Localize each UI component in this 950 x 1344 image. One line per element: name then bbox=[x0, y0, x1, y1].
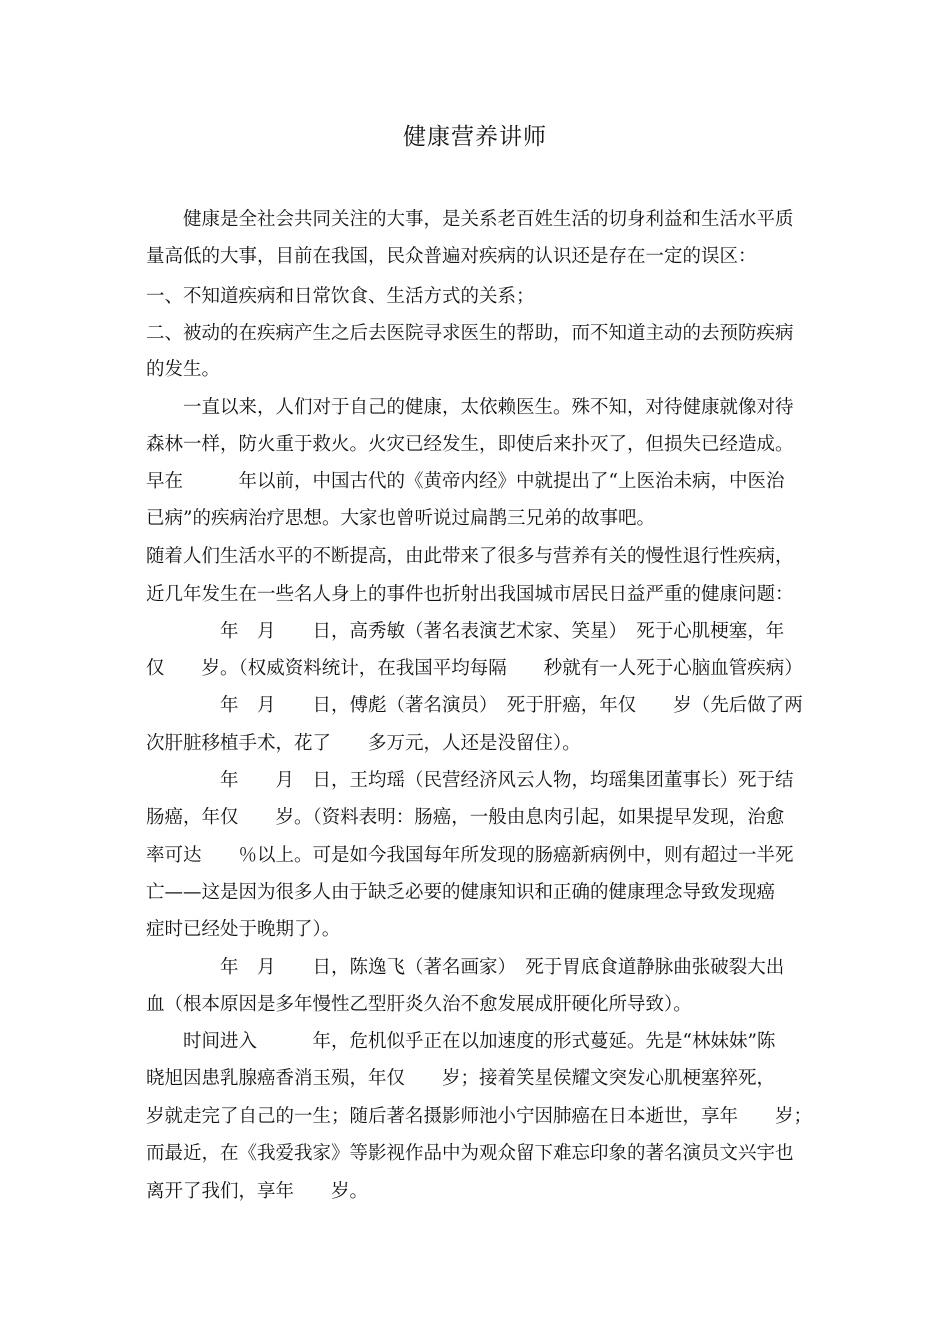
body-line: 而最近，在《我爱我家》等影视作品中为观众留下难忘印象的著名演员文兴宇也 bbox=[146, 1143, 794, 1164]
body-line: 已病”的疾病治疗思想。大家也曾听说过扁鹊三兄弟的故事吧。 bbox=[146, 508, 655, 529]
body-line: 年 月 日，高秀敏（著名表演艺术家、笑星） 死于心肌梗塞，年 bbox=[146, 621, 785, 642]
body-line: 早在 年以前，中国古代的《黄帝内经》中就提出了“上医治未病，中医治 bbox=[146, 471, 785, 492]
document-title: 健康营养讲师 bbox=[403, 124, 547, 150]
body-line: 晓旭因患乳腺癌香消玉殒，年仅 岁；接着笑星侯耀文突发心肌梗塞猝死， bbox=[146, 1068, 776, 1089]
body-line: 症时已经处于晚期了）。 bbox=[146, 919, 341, 940]
body-line: 近几年发生在一些名人身上的事件也折射出我国城市居民日益严重的健康问题： bbox=[146, 584, 794, 605]
body-line: 二、被动的在疾病产生之后去医院寻求医生的帮助，而不知道主动的去预防疾病 bbox=[146, 323, 794, 344]
body-line: 年 月 日，傅彪（著名演员） 死于肝癌，年仅 岁（先后做了两 bbox=[146, 695, 803, 716]
body-line: 森林一样，防火重于救火。火灾已经发生，即使后来扑灭了，但损失已经造成。 bbox=[146, 434, 794, 455]
body-line: 亡——这是因为很多人由于缺乏必要的健康知识和正确的健康理念导致发现癌 bbox=[146, 882, 776, 903]
body-line: 量高低的大事，目前在我国，民众普遍对疾病的认识还是存在一定的误区： bbox=[146, 246, 757, 267]
body-line: 肠癌，年仅 岁。（资料表明：肠癌，一般由息肉引起，如果提早发现，治愈 bbox=[146, 807, 785, 828]
body-line: 年 月 日，王均瑶（民营经济风云人物，均瑶集团董事长）死于结 bbox=[146, 770, 794, 791]
body-line: 离开了我们，享年 岁。 bbox=[146, 1181, 369, 1202]
body-line: 血（根本原因是多年慢性乙型肝炎久治不愈发展成肝硬化所导致）。 bbox=[146, 994, 692, 1015]
body-line: 一直以来，人们对于自己的健康，太依赖医生。殊不知，对待健康就像对待 bbox=[146, 397, 794, 418]
body-line: 一、不知道疾病和日常饮食、生活方式的关系； bbox=[146, 286, 535, 307]
body-line: 年 月 日，陈逸飞（著名画家） 死于胃底食道静脉曲张破裂大出 bbox=[146, 957, 785, 978]
body-line: 仅 岁。（权威资料统计，在我国平均每隔 秒就有一人死于心脑血管疾病） bbox=[146, 658, 803, 679]
body-line: 的发生。 bbox=[146, 359, 221, 380]
body-line: 随着人们生活水平的不断提高，由此带来了很多与营养有关的慢性退行性疾病， bbox=[146, 546, 794, 567]
body-line: 率可达 ％以上。可是如今我国每年所发现的肠癌新病例中，则有超过一半死 bbox=[146, 845, 794, 866]
body-line: 时间进入 年，危机似乎正在以加速度的形式蔓延。先是“林妹妹”陈 bbox=[146, 1031, 776, 1052]
body-line: 次肝脏移植手术，花了 多万元，人还是没留住）。 bbox=[146, 733, 581, 754]
body-line: 岁就走完了自己的一生；随后著名摄影师池小宁因肺癌在日本逝世，享年 岁； bbox=[146, 1106, 813, 1127]
body-line: 健康是全社会共同关注的大事，是关系老百姓生活的切身利益和生活水平质 bbox=[146, 209, 794, 230]
